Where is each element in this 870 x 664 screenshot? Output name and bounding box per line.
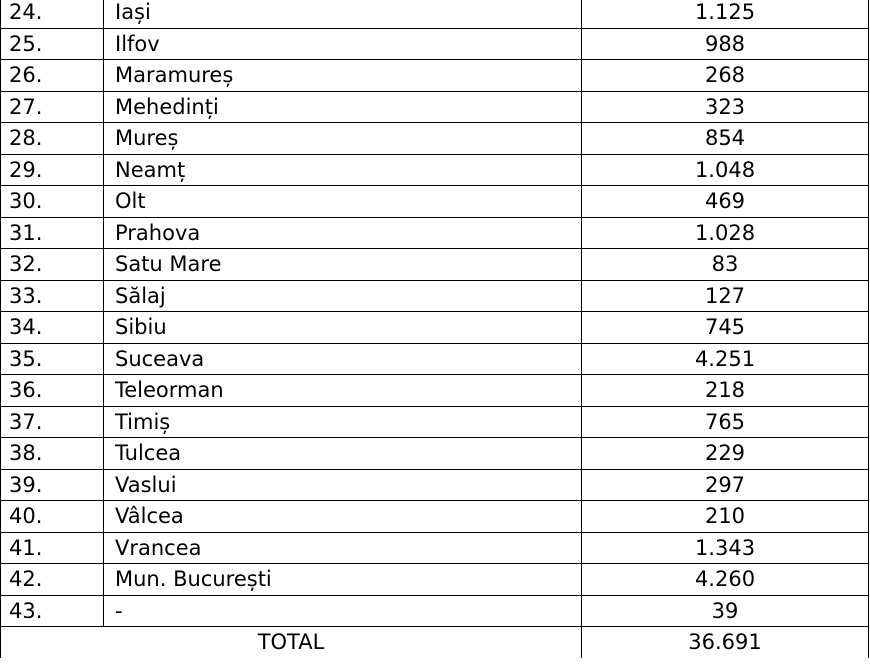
- county-name: Vaslui: [104, 469, 582, 501]
- count-value: 745: [582, 312, 869, 344]
- row-number: 24.: [1, 0, 104, 28]
- count-value: 1.343: [582, 532, 869, 564]
- table-row: [1, 406, 869, 438]
- count-value: 765: [582, 406, 869, 438]
- table-row: [1, 469, 869, 501]
- total-label: TOTAL: [1, 627, 582, 658]
- table-row: [1, 217, 869, 249]
- table-row: [1, 249, 869, 281]
- table-row: [1, 91, 869, 123]
- row-number: 39.: [1, 469, 104, 501]
- table-row: [1, 28, 869, 60]
- count-value: 268: [582, 60, 869, 92]
- county-name: Satu Mare: [104, 249, 582, 281]
- county-name: Mureș: [104, 123, 582, 155]
- table-row: [1, 438, 869, 470]
- table-row: [1, 154, 869, 186]
- row-number: 25.: [1, 28, 104, 60]
- table-row: [1, 564, 869, 596]
- county-name: Maramureș: [104, 60, 582, 92]
- count-value: 988: [582, 28, 869, 60]
- table-row: [1, 123, 869, 155]
- table-row: [1, 312, 869, 344]
- total-value: 36.691: [582, 627, 869, 658]
- row-number: 37.: [1, 406, 104, 438]
- row-number: 29.: [1, 154, 104, 186]
- county-name: Mun. București: [104, 564, 582, 596]
- count-value: 854: [582, 123, 869, 155]
- county-name: Ilfov: [104, 28, 582, 60]
- row-number: 38.: [1, 438, 104, 470]
- row-number: 36.: [1, 375, 104, 407]
- count-value: 323: [582, 91, 869, 123]
- total-row: [1, 627, 869, 658]
- count-value: 4.251: [582, 343, 869, 375]
- county-name: Sălaj: [104, 280, 582, 312]
- county-name: Mehedinți: [104, 91, 582, 123]
- count-value: 218: [582, 375, 869, 407]
- count-value: 210: [582, 501, 869, 533]
- county-name: -: [104, 595, 582, 627]
- table-row: [1, 0, 869, 28]
- row-number: 42.: [1, 564, 104, 596]
- count-value: 1.048: [582, 154, 869, 186]
- count-value: 297: [582, 469, 869, 501]
- row-number: 31.: [1, 217, 104, 249]
- table-row: [1, 280, 869, 312]
- row-number: 32.: [1, 249, 104, 281]
- count-value: 127: [582, 280, 869, 312]
- table-footer: [1, 627, 869, 658]
- row-number: 27.: [1, 91, 104, 123]
- table-row: [1, 595, 869, 627]
- row-number: 28.: [1, 123, 104, 155]
- count-value: 229: [582, 438, 869, 470]
- count-value: 1.125: [582, 0, 869, 28]
- count-value: 469: [582, 186, 869, 218]
- county-name: Suceava: [104, 343, 582, 375]
- row-number: 35.: [1, 343, 104, 375]
- count-value: 1.028: [582, 217, 869, 249]
- table-row: [1, 343, 869, 375]
- county-name: Iași: [104, 0, 582, 28]
- count-value: 4.260: [582, 564, 869, 596]
- county-name: Neamț: [104, 154, 582, 186]
- county-name: Tulcea: [104, 438, 582, 470]
- row-number: 43.: [1, 595, 104, 627]
- row-number: 34.: [1, 312, 104, 344]
- county-name: Prahova: [104, 217, 582, 249]
- table-row: [1, 532, 869, 564]
- row-number: 30.: [1, 186, 104, 218]
- table-body: [1, 0, 869, 627]
- table-row: [1, 186, 869, 218]
- row-number: 41.: [1, 532, 104, 564]
- count-value: 39: [582, 595, 869, 627]
- table-row: [1, 501, 869, 533]
- county-name: Timiș: [104, 406, 582, 438]
- row-number: 33.: [1, 280, 104, 312]
- county-name: Teleorman: [104, 375, 582, 407]
- table-row: [1, 60, 869, 92]
- table-row: [1, 375, 869, 407]
- county-name: Vrancea: [104, 532, 582, 564]
- county-name: Olt: [104, 186, 582, 218]
- count-value: 83: [582, 249, 869, 281]
- county-name: Sibiu: [104, 312, 582, 344]
- row-number: 26.: [1, 60, 104, 92]
- county-name: Vâlcea: [104, 501, 582, 533]
- row-number: 40.: [1, 501, 104, 533]
